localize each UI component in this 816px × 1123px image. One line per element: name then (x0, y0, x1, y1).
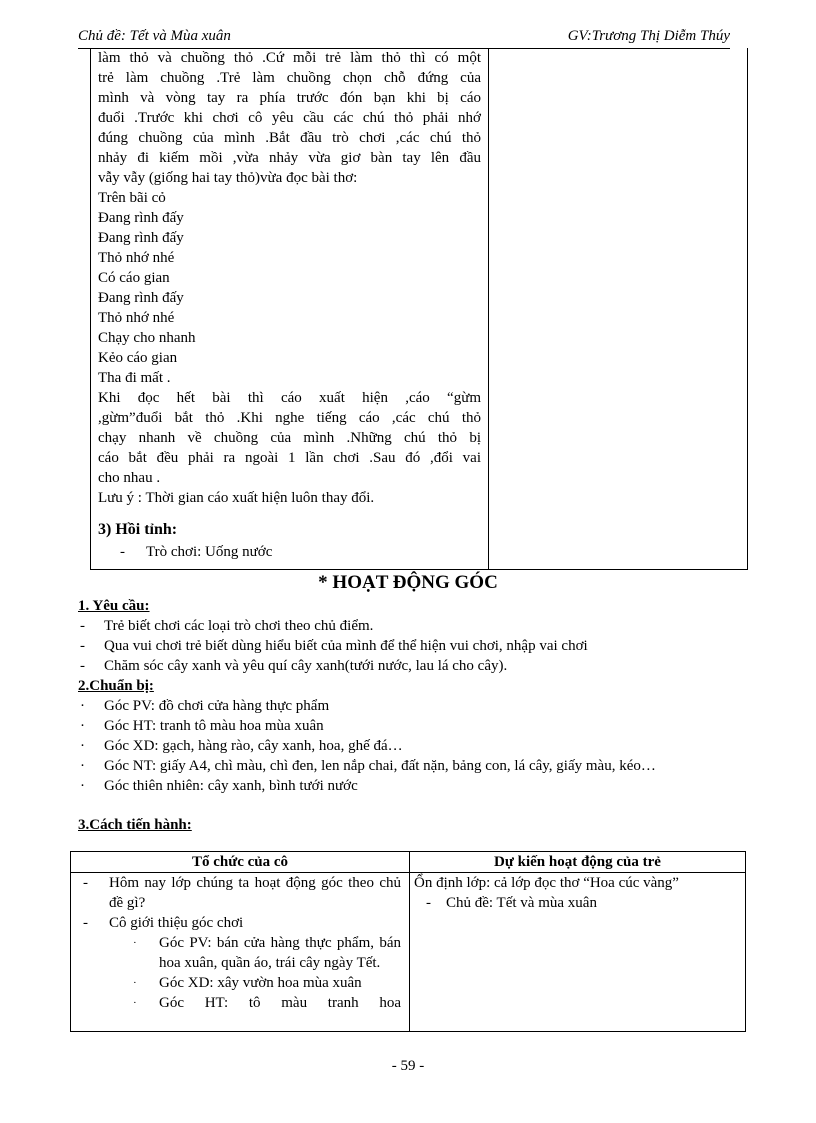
poem-line: Đang rình đấy (98, 230, 184, 246)
dash-marker: - (120, 544, 125, 560)
list-item (71, 913, 409, 933)
paragraph-line: cáo bắt đều phải ra ngoài 1 lần chơi .Sau đó ,đổi vai (98, 450, 481, 466)
list-item (78, 736, 738, 756)
dot-marker: · (80, 718, 85, 734)
list-item-text: Qua vui chơi trẻ biết dùng hiểu biết của mình để thể hiện vui chơi, nhập vai chơi (104, 638, 588, 654)
poem-line: Trên bãi cỏ (98, 190, 166, 206)
section-title: * HOẠT ĐỘNG GÓC (318, 572, 498, 593)
list-item (78, 656, 738, 676)
section-heading: 1. Yêu cầu: (78, 598, 150, 614)
list-item (78, 696, 738, 716)
paragraph-line: làm thỏ và chuồng thỏ .Cứ mỗi trẻ làm thỏ thì có một (98, 50, 481, 66)
dot-marker: · (80, 698, 85, 714)
dash-marker: - (83, 875, 88, 891)
list-item-text: Góc thiên nhiên: cây xanh, bình tưới nước (104, 778, 358, 794)
table-row (71, 873, 746, 1032)
list-item (78, 616, 738, 636)
paragraph-line: trẻ làm chuồng .Trẻ làm chuồng chọn chỗ đứng của (98, 70, 481, 86)
list-item-text: Chủ đề: Tết và mùa xuân (446, 895, 597, 911)
activity-description (98, 48, 481, 562)
list-item-text: Góc NT: giấy A4, chì màu, chì đen, len nắp chai, đất nặn, bảng con, lá cây, giấy màu, kéo… (104, 758, 656, 774)
dot-marker: · (80, 778, 85, 794)
paragraph-line: Khi đọc hết bài thì cáo xuất hiện ,cáo “gừm (98, 390, 481, 406)
paragraph-line: mình và vòng tay ra phía trước đón bạn khi bị cáo (98, 90, 481, 106)
note-line: Lưu ý : Thời gian cáo xuất hiện luôn thay đổi. (98, 490, 375, 506)
activity-table-continued (90, 48, 748, 570)
dash-marker: - (80, 638, 85, 654)
poem-line: Đang rình đấy (98, 210, 184, 226)
list-item-text: Trò chơi: Uống nước (146, 544, 273, 560)
dash-marker: - (80, 618, 85, 634)
cell-line: Ổn định lớp: cả lớp đọc thơ “Hoa cúc vàng” (414, 875, 679, 891)
children-cell (410, 873, 746, 1032)
list-item (98, 542, 481, 562)
paragraph-line: đuổi .Trước khi chơi cô yêu cầu các chú thỏ phải nhớ (98, 110, 481, 126)
list-item-text: Góc HT: tranh tô màu hoa mùa xuân (104, 718, 324, 734)
list-item (78, 776, 738, 796)
paragraph-line: chạy nhanh về chuồng của mình .Những chú thỏ bị (98, 430, 481, 446)
paragraph-line: cho nhau . (98, 470, 161, 486)
dash-marker: - (80, 658, 85, 674)
list-item (414, 893, 745, 913)
list-item-text: Góc XD: gạch, hàng rào, cây xanh, hoa, ghế đá… (104, 738, 403, 754)
column-divider (488, 48, 489, 569)
corner-activity-table (70, 851, 746, 1032)
dot-marker: · (133, 977, 137, 989)
sub-list-item (71, 933, 409, 973)
list-item (78, 636, 738, 656)
paragraph-line: ,gừm”đuổi bắt thỏ .Khi nghe tiếng cáo ,các chú thỏ (98, 410, 481, 426)
poem-line: Chạy cho nhanh (98, 330, 196, 346)
poem-line: Kẻo cáo gian (98, 350, 178, 366)
list-item-text: Góc XD: xây vườn hoa mùa xuân (159, 975, 362, 991)
list-item-text: Trẻ biết chơi các loại trò chơi theo chủ điểm. (104, 618, 374, 634)
list-item-text: Góc PV: bán cửa hàng thực phẩm, bán hoa xuân, quần áo, trái cây ngày Tết. (159, 935, 401, 971)
paragraph-line: vẫy vẫy (giống hai tay thỏ)vừa đọc bài thơ: (98, 170, 358, 186)
teacher-cell (71, 873, 410, 1032)
column-header-children: Dự kiến hoạt động của trẻ (410, 852, 746, 873)
page-number: - 59 - (391, 1058, 425, 1074)
header-teacher: GV:Trương Thị Diễm Thúy (567, 28, 730, 44)
list-item-text: Chăm sóc cây xanh và yêu quí cây xanh(tưới nước, lau lá cho cây). (104, 658, 508, 674)
dot-marker: · (80, 758, 85, 774)
section-preparation (78, 676, 738, 796)
header-topic: Chủ đề: Tết và Mùa xuân (78, 28, 231, 44)
subheading-cool-down: 3) Hồi tỉnh: (98, 521, 178, 538)
poem-line: Có cáo gian (98, 270, 170, 286)
poem-line: Đang rình đấy (98, 290, 184, 306)
section-requirements (78, 596, 738, 676)
list-item-text: Hôm nay lớp chúng ta hoạt động góc theo chủ đề gì? (109, 875, 401, 911)
dash-marker: - (83, 915, 88, 931)
dot-marker: · (133, 937, 137, 949)
page-header (78, 26, 730, 49)
sub-list-item (71, 973, 409, 993)
paragraph-line: đúng chuồng của mình .Bắt đầu trò chơi ,các chú thỏ (98, 130, 481, 146)
dot-marker: · (133, 997, 137, 1009)
sub-list-item (71, 993, 409, 1013)
list-item-text: Góc HT: tô màu tranh hoa (159, 995, 401, 1011)
dash-marker: - (426, 895, 431, 911)
paragraph-line: nhảy đi kiếm mồi ,vừa nhảy vừa giơ bàn tay lên đầu (98, 150, 481, 166)
poem-line: Thỏ nhớ nhé (98, 310, 175, 326)
section-heading: 2.Chuẩn bị: (78, 678, 154, 694)
dot-marker: · (80, 738, 85, 754)
list-item (78, 716, 738, 736)
list-item-text: Góc PV: đồ chơi cửa hàng thực phẩm (104, 698, 330, 714)
list-item (71, 873, 409, 913)
section-procedure (78, 815, 738, 835)
column-header-teacher: Tổ chức của cô (71, 852, 410, 873)
poem-line: Thỏ nhớ nhé (98, 250, 175, 266)
section-heading: 3.Cách tiến hành: (78, 817, 192, 833)
list-item-text: Cô giới thiệu góc chơi (109, 915, 244, 931)
table-header-row (71, 852, 746, 873)
list-item (78, 756, 738, 776)
poem-line: Tha đi mất . (98, 370, 171, 386)
